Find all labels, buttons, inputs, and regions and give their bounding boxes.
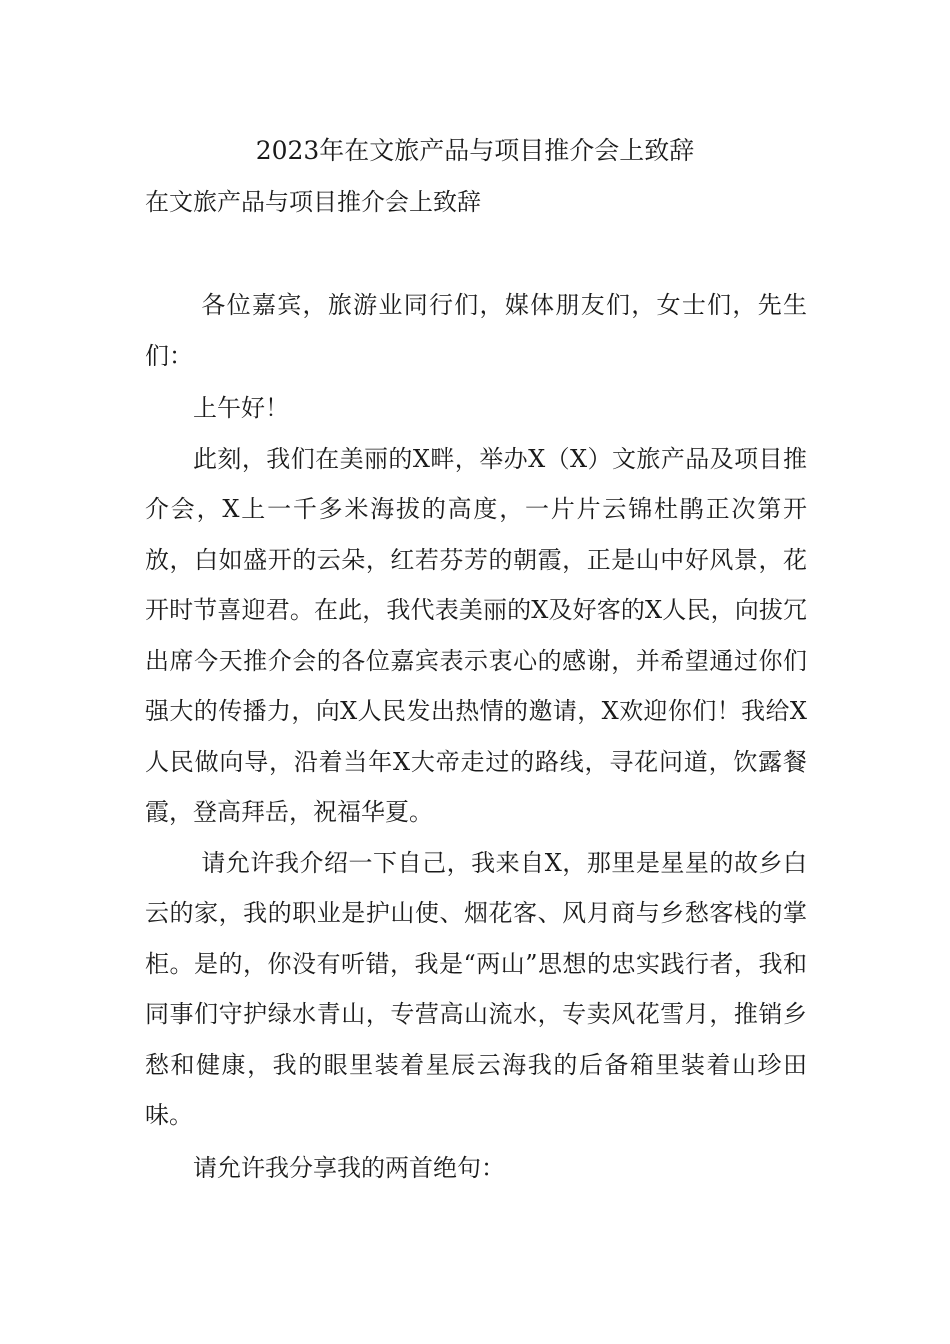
document-body (145, 280, 807, 1193)
paragraph-welcome: 此刻，我们在美丽的X畔，举办X（X）文旅产品及项目推介会，X上一千多米海拔的高度，一片片云锦杜鹃正次第开放，白如盛开的云朵，红若芬芳的朝霞，正是山中好风景，花开时节喜迎君。在此，我代表美丽的X及好客的X人民，向拔冗出席今天推介会的各位嘉宾表示衷心的感谢，并希望通过你们强大的传播力，向X人民发出热情的邀请，X欢迎你们！我给X人民做向导，沿着当年X大帝走过的路线，寻花问道，饮露餐霞，登高拜岳，祝福华夏。 (145, 444, 807, 826)
paragraph-greeting: 各位嘉宾，旅游业同行们，媒体朋友们，女士们，先生们： (145, 291, 807, 370)
paragraph-poem-intro: 请允许我分享我的两首绝句： (193, 1153, 505, 1182)
document-title: 2023年在文旅产品与项目推介会上致辞 (255, 136, 695, 165)
paragraph-introduction: 请允许我介绍一下自己，我来自X，那里是星星的故乡白云的家，我的职业是护山使、烟花客、风月商与乡愁客栈的掌柜。是的，你没有听错，我是“两山”思想的忠实践行者，我和同事们守护绿水青山，专营高山流水，专卖风花雪月，推销乡愁和健康，我的眼里装着星辰云海我的后备箱里装着山珍田味。 (145, 848, 807, 1129)
document-subtitle: 在文旅产品与项目推介会上致辞 (145, 188, 481, 216)
paragraph-good-morning: 上午好！ (193, 394, 289, 422)
